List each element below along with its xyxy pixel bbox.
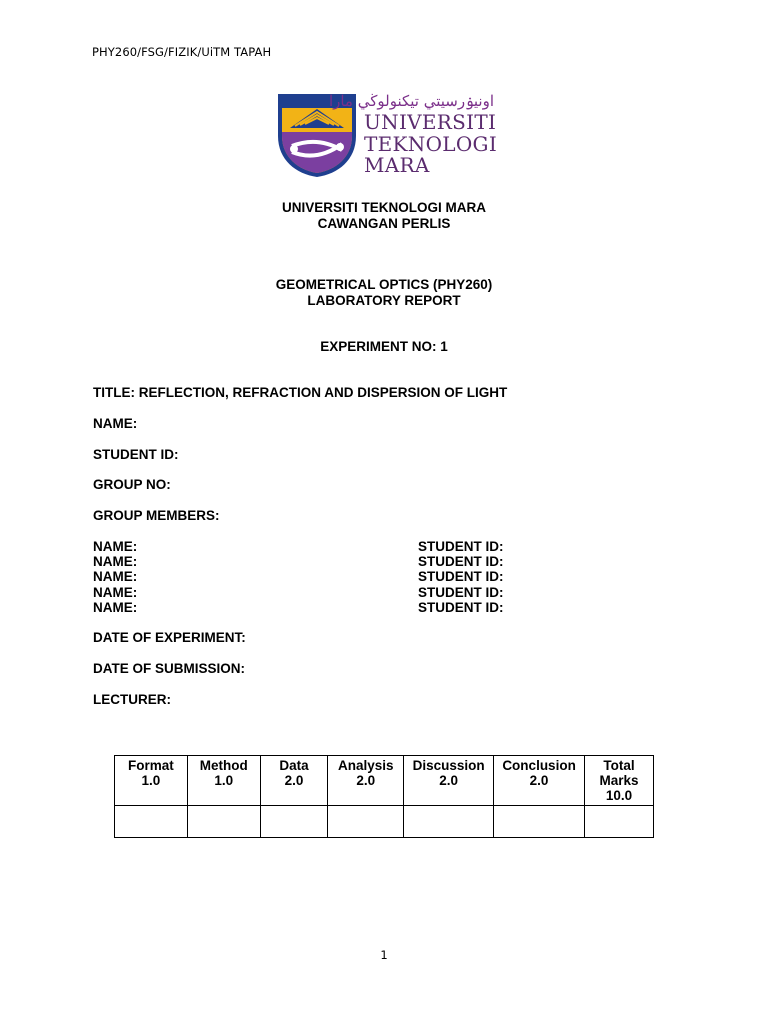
page-number: 1	[380, 948, 388, 962]
member-student-id: STUDENT ID:	[418, 569, 504, 584]
member-name: NAME:	[93, 585, 138, 600]
member-name: NAME:	[93, 554, 138, 569]
marks-entry-row	[115, 806, 654, 838]
running-header: PHY260/FSG/FIZIK/UiTM TAPAH	[92, 45, 272, 59]
marks-header-cell	[115, 756, 188, 806]
member-student-id: STUDENT ID:	[418, 554, 504, 569]
institution-block	[0, 200, 768, 232]
criterion-marks: 2.0	[529, 773, 549, 788]
name-field: NAME:	[93, 416, 138, 431]
marks-entry-cell[interactable]	[404, 806, 494, 838]
report-title: TITLE: REFLECTION, REFRACTION AND DISPERSION OF LIGHT	[93, 385, 508, 400]
marks-header-cell	[494, 756, 585, 806]
logo-line-3: MARA	[364, 153, 430, 177]
date-of-submission-field: DATE OF SUBMISSION:	[93, 661, 246, 676]
criterion-label: Analysis	[338, 758, 394, 773]
marks-header-cell	[585, 756, 654, 806]
institution-name: UNIVERSITI TEKNOLOGI MARA	[281, 200, 486, 215]
criterion-label: Data	[279, 758, 309, 773]
criterion-marks: 10.0	[605, 788, 633, 803]
member-student-id: STUDENT ID:	[418, 585, 504, 600]
logo-jawi-script: اونيۏرسيتي تيکنولوڬي مارا	[328, 92, 494, 110]
lecturer-field: LECTURER:	[93, 692, 171, 707]
report-type: LABORATORY REPORT	[307, 293, 461, 308]
marks-entry-cell[interactable]	[585, 806, 654, 838]
course-block	[0, 277, 768, 309]
marks-table	[114, 755, 654, 838]
criterion-label: Format	[128, 758, 174, 773]
criterion-marks: 1.0	[141, 773, 161, 788]
group-members-label: GROUP MEMBERS:	[93, 508, 220, 523]
marks-header-row	[115, 756, 654, 806]
marks-entry-cell[interactable]	[187, 806, 260, 838]
experiment-number: EXPERIMENT NO: 1	[320, 339, 448, 354]
marks-entry-cell[interactable]	[328, 806, 404, 838]
marks-header-cell	[187, 756, 260, 806]
criterion-marks: 2.0	[439, 773, 459, 788]
member-name: NAME:	[93, 600, 138, 615]
criterion-marks: 1.0	[214, 773, 234, 788]
marks-entry-cell[interactable]	[260, 806, 328, 838]
criterion-label: Conclusion	[502, 758, 576, 773]
logo-wordmark	[364, 112, 497, 177]
marks-header-cell	[404, 756, 494, 806]
student-id-field: STUDENT ID:	[93, 447, 179, 462]
group-no-field: GROUP NO:	[93, 477, 171, 492]
course-title: GEOMETRICAL OPTICS (PHY260)	[275, 277, 493, 292]
criterion-label: Discussion	[412, 758, 485, 773]
marks-header-cell	[260, 756, 328, 806]
logo-line-1: UNIVERSITI	[364, 110, 497, 134]
member-student-id: STUDENT ID:	[418, 600, 504, 615]
criterion-marks: 2.0	[284, 773, 304, 788]
marks-entry-cell[interactable]	[494, 806, 585, 838]
member-student-id: STUDENT ID:	[418, 539, 504, 554]
criterion-marks: 2.0	[356, 773, 376, 788]
criterion-label: Method	[199, 758, 248, 773]
logo-line-2: TEKNOLOGI	[364, 131, 498, 156]
member-name: NAME:	[93, 569, 138, 584]
marks-header-cell	[328, 756, 404, 806]
date-of-experiment-field: DATE OF EXPERIMENT:	[93, 630, 246, 645]
uitm-logo	[276, 92, 496, 178]
member-name: NAME:	[93, 539, 138, 554]
marks-entry-cell[interactable]	[115, 806, 188, 838]
institution-branch: CAWANGAN PERLIS	[317, 216, 451, 231]
criterion-label: Total Marks	[599, 758, 639, 788]
